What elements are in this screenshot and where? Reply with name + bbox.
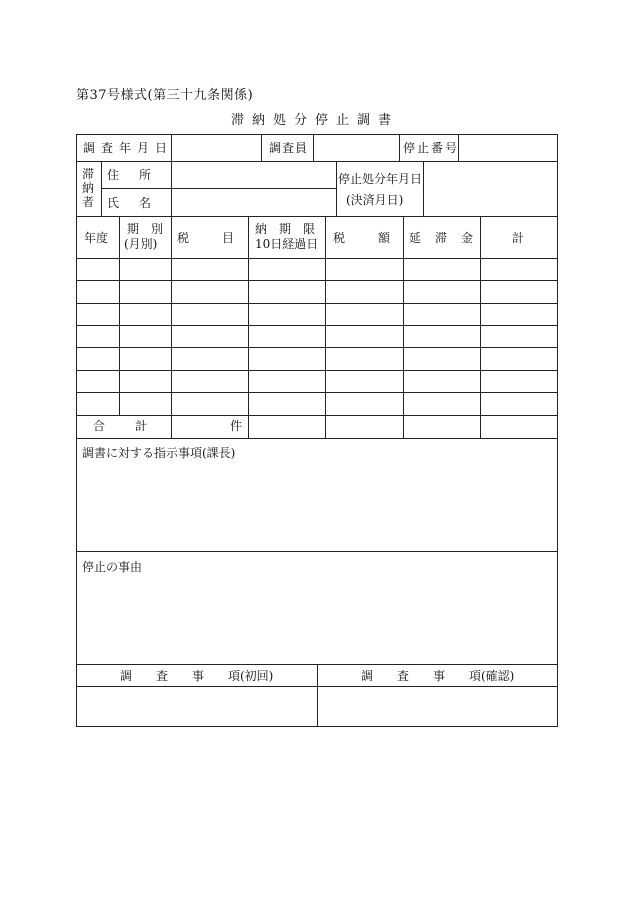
row-divider: [76, 347, 558, 348]
col-divider: [399, 134, 400, 161]
row-divider: [76, 161, 558, 162]
table-border-bottom: [76, 726, 558, 727]
totals-label: 合 計: [93, 419, 150, 433]
col-divider: [261, 134, 262, 161]
col-header-period-sub: (月別): [124, 237, 158, 251]
row-divider: [101, 188, 336, 189]
col-divider: [248, 216, 249, 438]
row-divider: [76, 438, 558, 439]
col-divider: [403, 216, 404, 438]
approval-date-label: (決済月日): [346, 193, 404, 207]
col-divider: [101, 161, 102, 216]
col-divider: [336, 161, 337, 216]
col-divider: [480, 216, 481, 438]
survey-date-label: 調査年月日: [83, 141, 174, 155]
stop-date-label: 停止処分年月日: [338, 172, 423, 186]
col-divider: [325, 216, 326, 438]
col-header-period: 期 別: [127, 222, 164, 236]
reason-section-label: 停止の事由: [82, 560, 143, 574]
survey-initial-label: 調 査 事 項(初回): [120, 669, 274, 683]
col-divider: [317, 664, 318, 726]
survey-confirm-label: 調 査 事 項(確認): [361, 669, 515, 683]
col-header-year: 年度: [84, 231, 109, 245]
col-divider: [313, 134, 314, 161]
col-divider: [423, 161, 424, 216]
col-header-total: 計: [512, 231, 525, 245]
taxpayer-label: 滞納者: [82, 167, 95, 209]
address-label: 住 所: [107, 168, 156, 182]
row-divider: [76, 303, 558, 304]
col-header-deadline-sub: 10日経過日: [255, 237, 319, 251]
col-header-tax-item: 税 目: [177, 231, 238, 245]
table-border-left: [76, 134, 77, 727]
col-header-deadline: 納 期 限: [255, 222, 316, 236]
row-divider: [76, 258, 558, 259]
form-number: 第37号様式(第三十九条関係): [76, 88, 254, 103]
col-divider: [171, 161, 172, 216]
col-header-tax-amount: 税 額: [333, 231, 394, 245]
row-divider: [76, 415, 558, 416]
col-divider: [171, 216, 172, 438]
investigator-label: 調査員: [269, 141, 309, 155]
row-divider: [76, 392, 558, 393]
row-divider: [76, 370, 558, 371]
row-divider: [76, 325, 558, 326]
table-border-top: [76, 134, 558, 135]
instructions-section-label: 調書に対する指示事項(課長): [82, 446, 236, 460]
row-divider: [76, 551, 558, 552]
stop-number-label: 停止番号: [403, 141, 460, 155]
col-divider: [119, 216, 120, 415]
row-divider: [76, 216, 558, 217]
col-header-late-fee: 延 滞 金: [409, 231, 475, 245]
totals-count-suffix: 件: [230, 419, 243, 433]
table-border-right: [557, 134, 558, 727]
form-title: 滞納処分停止調書: [230, 113, 399, 128]
name-label: 氏 名: [107, 196, 156, 210]
row-divider: [76, 280, 558, 281]
